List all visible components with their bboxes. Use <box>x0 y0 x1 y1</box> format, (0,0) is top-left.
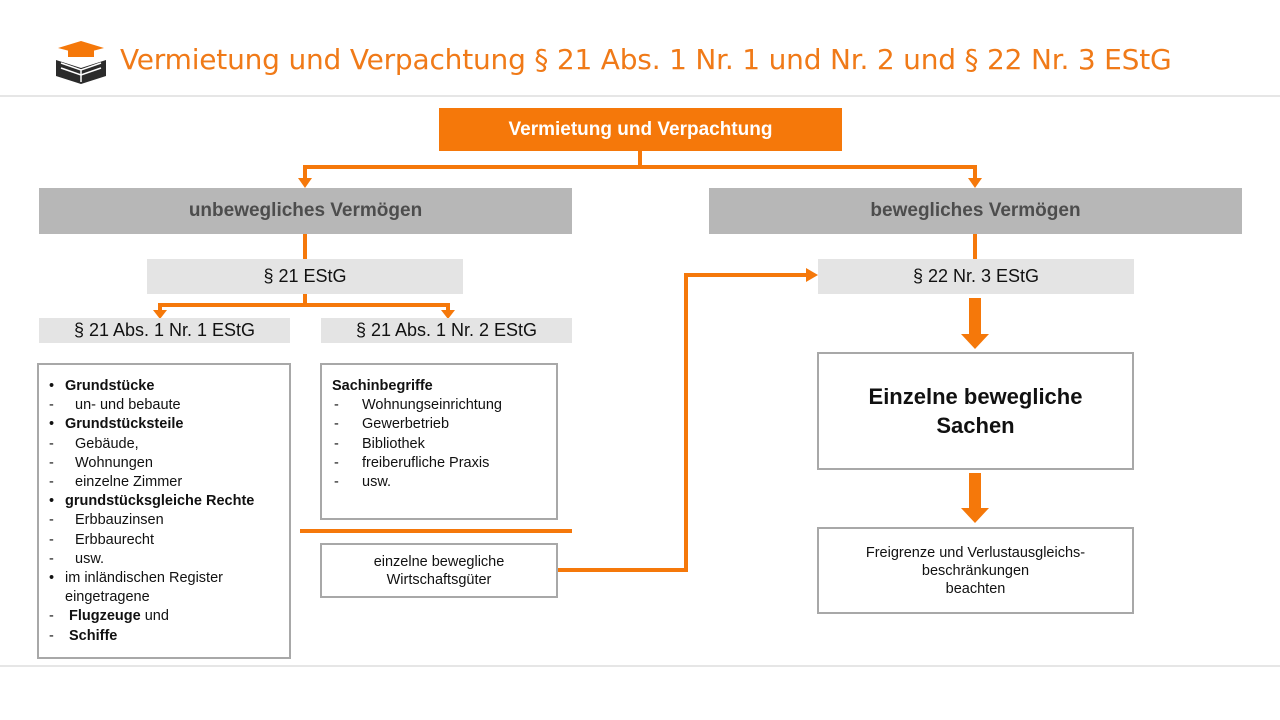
list-marker: - <box>334 435 339 452</box>
list-marker: • <box>49 378 55 394</box>
list-marker: - <box>334 474 339 491</box>
nr1-list-item <box>47 607 283 626</box>
freigrenze-line-3: beachten <box>945 580 1006 597</box>
nr1-list-item <box>47 531 283 550</box>
nr1-list-item <box>47 454 283 473</box>
nr1-list-item <box>47 435 283 454</box>
list-marker: • <box>49 570 55 587</box>
nr2-list-box <box>320 363 558 520</box>
list-marker: - <box>334 397 339 414</box>
nr1-list-item <box>47 473 283 492</box>
nr2-list-item <box>332 415 550 434</box>
list-item-text: freiberufliche Praxis <box>362 454 490 471</box>
list-item-text: Erbbauzinsen <box>75 512 164 529</box>
list-marker: - <box>49 531 54 548</box>
list-item-text: usw. <box>75 550 105 567</box>
nr1-list-item <box>47 492 283 511</box>
list-item-text: Gewerbetrieb <box>362 416 450 433</box>
fat-arrow-to-freigrenze <box>961 473 989 523</box>
root-box: Vermietung und Verpachtung <box>439 108 842 151</box>
left-sub2-box: § 21 Abs. 1 Nr. 2 EStG <box>321 318 572 343</box>
list-item-text: einzelne Zimmer <box>75 474 183 491</box>
list-marker: • <box>49 416 55 433</box>
arrowhead-right-category <box>968 178 982 188</box>
list-marker: - <box>49 608 54 625</box>
list-marker: - <box>49 512 54 529</box>
arrowhead-left-category <box>298 178 312 188</box>
einzelne-sachen-box <box>817 352 1134 470</box>
right-category-box: bewegliches Vermögen <box>709 188 1242 234</box>
nr1-list <box>47 377 283 646</box>
list-item-text: Wohnungen <box>75 454 153 471</box>
einzelne-line-1: Einzelne bewegliche <box>868 384 1083 409</box>
list-item-text: un- und bebaute <box>75 397 181 414</box>
nr1-list-item <box>47 511 283 530</box>
page-title: Vermietung und Verpachtung § 21 Abs. 1 Nr. 1 und Nr. 2 und § 22 Nr. 3 EStG <box>120 43 1172 76</box>
wg-line-2: Wirtschaftsgüter <box>386 571 492 588</box>
einzelne-line-2: Sachen <box>936 413 1015 438</box>
left-sub1-box: § 21 Abs. 1 Nr. 1 EStG <box>39 318 290 343</box>
list-item-text: Bibliothek <box>362 435 425 452</box>
nr1-list-box <box>37 363 291 659</box>
nr2-list-item <box>332 473 550 492</box>
list-marker: - <box>334 454 339 471</box>
nr2-list <box>332 396 550 492</box>
list-marker: - <box>49 454 54 471</box>
nr1-list-item <box>47 415 283 434</box>
connector-wg-to-22 <box>557 275 808 570</box>
list-item-text: Wohnungseinrichtung <box>362 397 502 414</box>
wg-line-1: einzelne bewegliche <box>373 553 505 570</box>
list-item-text: grundstücksgleiche Rechte <box>65 493 255 510</box>
list-item-text: Schiffe <box>69 627 118 644</box>
list-marker: - <box>49 474 54 491</box>
list-item-text: Gebäude, <box>75 435 139 452</box>
list-item-text: Grundstücksteile <box>65 416 184 433</box>
nr2-heading: Sachinbegriffe <box>332 378 433 394</box>
nr1-list-item <box>47 396 283 415</box>
nr1-list-item <box>47 550 283 569</box>
nr2-list-item <box>332 435 550 454</box>
left-law-box: § 21 EStG <box>147 259 463 294</box>
list-marker: - <box>49 550 54 567</box>
list-item-text: Erbbaurecht <box>75 531 154 548</box>
nr2-list-item <box>332 454 550 473</box>
freigrenze-box <box>817 527 1134 614</box>
list-item-text: Flugzeuge <box>69 608 141 625</box>
list-marker: - <box>49 435 54 452</box>
list-item-suffix: und <box>140 608 169 625</box>
list-item-text: Grundstücke <box>65 378 155 394</box>
fat-arrow-to-einzelne <box>961 298 989 349</box>
right-law-box: § 22 Nr. 3 EStG <box>818 259 1134 294</box>
list-marker: - <box>334 416 339 433</box>
freigrenze-line-2: beschränkungen <box>921 562 1030 579</box>
list-marker: - <box>49 397 54 414</box>
freigrenze-line-1: Freigrenze und Verlustausgleichs- <box>865 544 1086 561</box>
nr1-list-item <box>47 627 283 646</box>
nr1-list-item <box>47 377 283 396</box>
arrowhead-22 <box>806 268 818 282</box>
list-marker: - <box>49 627 54 644</box>
nr1-list-item <box>47 569 283 607</box>
nr2-list-item <box>332 396 550 415</box>
left-category-box: unbewegliches Vermögen <box>39 188 572 234</box>
list-item-text: im inländischen Register eingetragene <box>65 570 223 606</box>
wirtschaftsgueter-box <box>320 543 558 598</box>
list-item-text: usw. <box>362 474 392 491</box>
list-marker: • <box>49 493 55 510</box>
